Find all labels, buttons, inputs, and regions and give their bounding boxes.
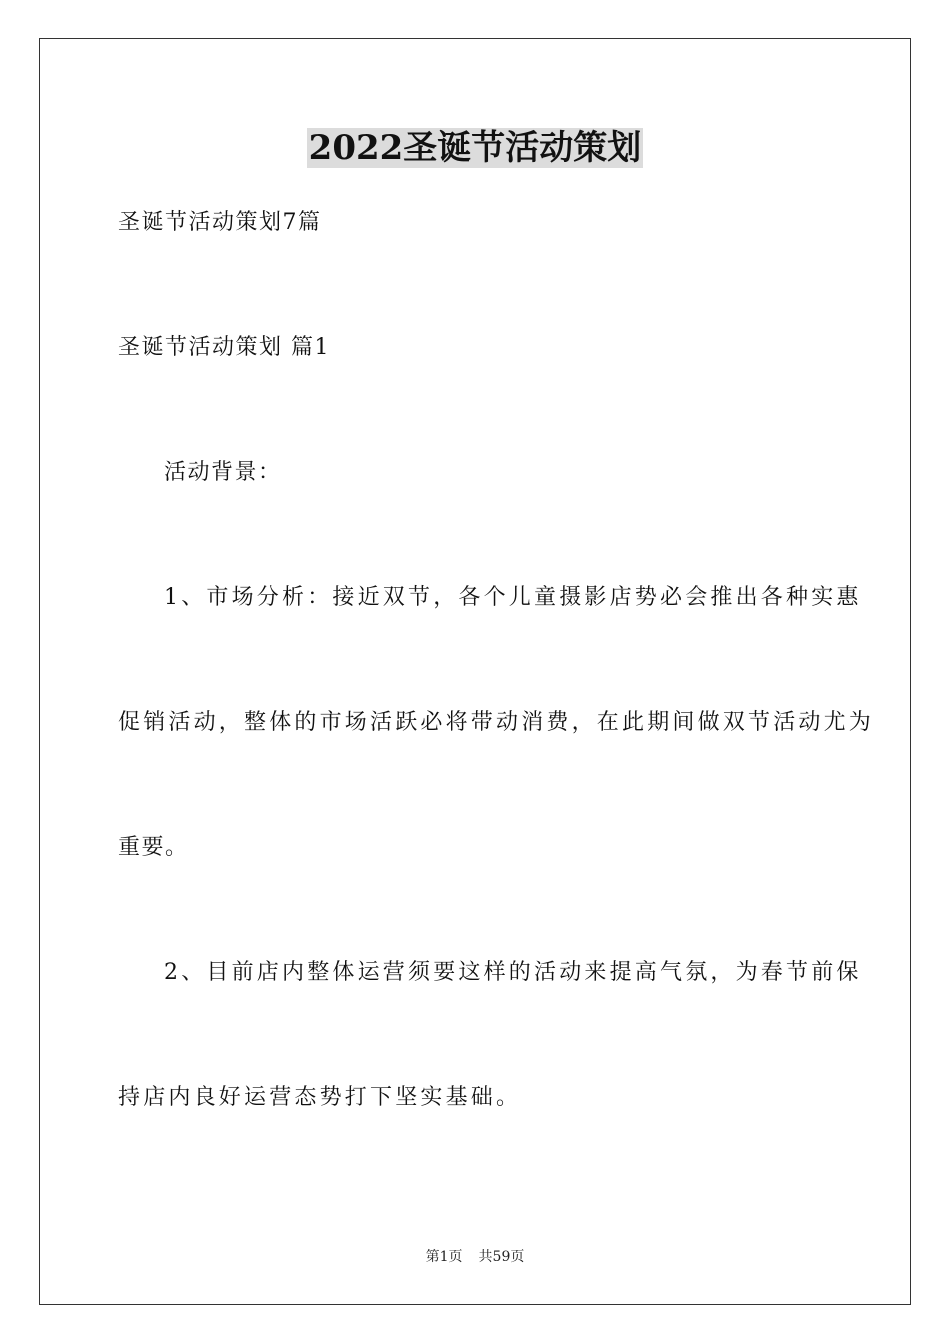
- document-title: [0, 126, 950, 170]
- paragraph-heading: 活动背景：: [164, 460, 282, 485]
- page-number-current: 第1页: [425, 1249, 463, 1265]
- paragraph-line: 1、市场分析：接近双节，各个儿童摄影店势必会推出各种实惠: [164, 585, 862, 610]
- paragraph-line: 2、目前店内整体运营须要这样的活动来提高气氛，为春节前保: [164, 960, 862, 985]
- page-number-total: 共59页: [478, 1249, 525, 1265]
- paragraph-line: 持店内良好运营态势打下坚实基础。: [118, 1085, 522, 1110]
- subtitle-line: 圣诞节活动策划7篇: [118, 210, 322, 235]
- page-footer: [0, 1248, 950, 1266]
- paragraph-line: 促销活动，整体的市场活跃必将带动消费，在此期间做双节活动尤为: [118, 710, 875, 735]
- document-title-text: 2022圣诞节活动策划: [308, 128, 642, 168]
- section-heading: 圣诞节活动策划 篇1: [118, 335, 330, 360]
- paragraph-line: 重要。: [118, 835, 189, 860]
